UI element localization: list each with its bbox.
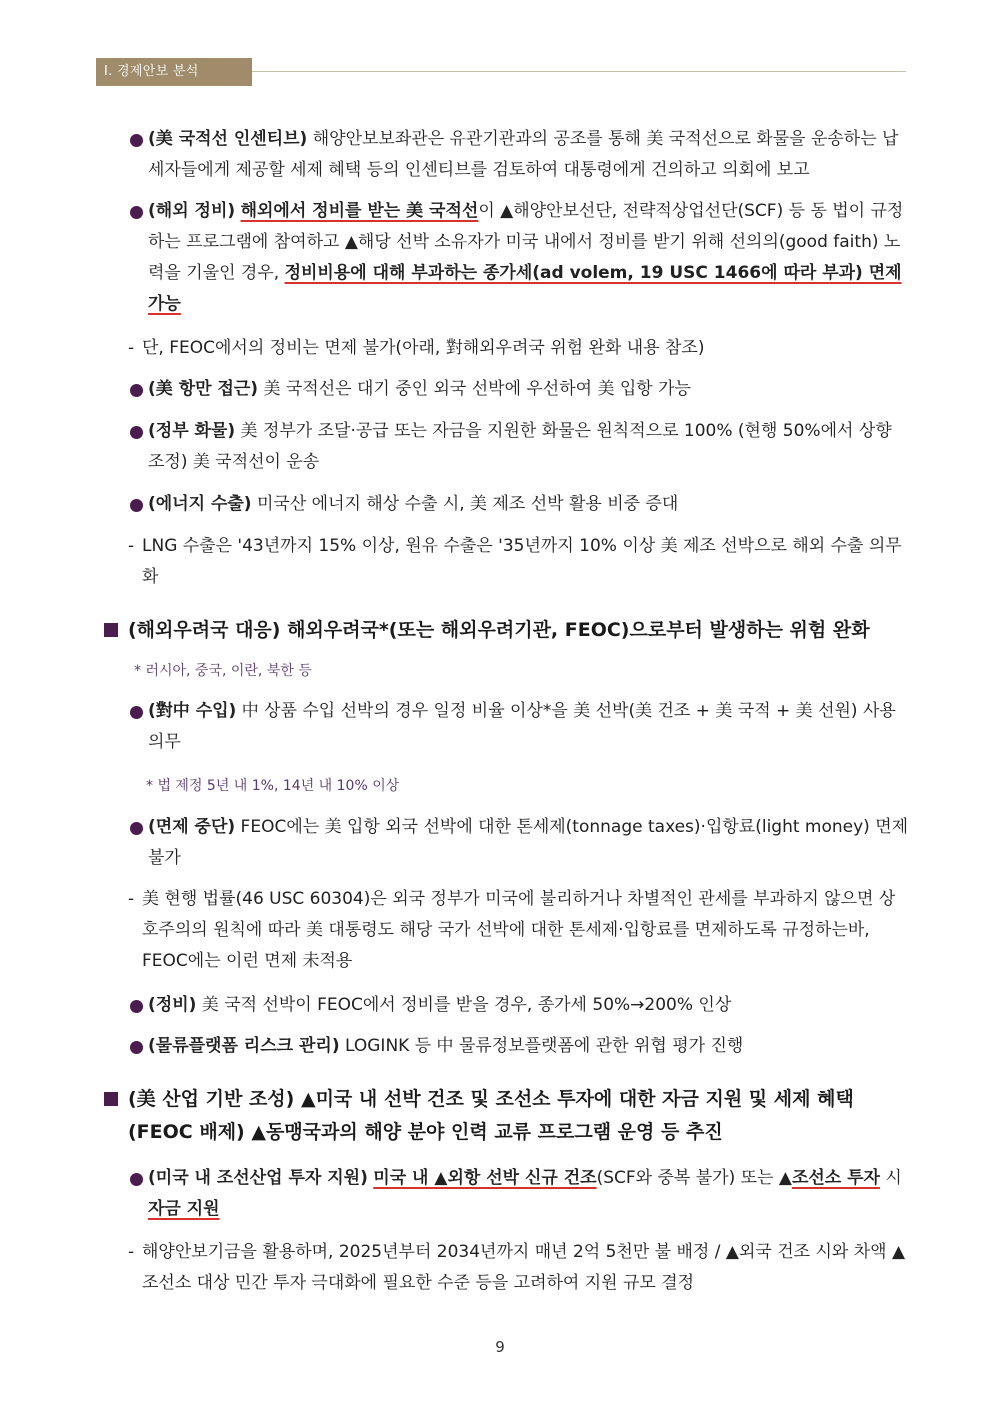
square-bullet bbox=[104, 623, 118, 637]
bullet-item-china-imports bbox=[130, 696, 910, 758]
square-bullet bbox=[104, 1092, 118, 1106]
bullet-text: 해양안보보좌관은 유관기관과의 공조를 통해 美 국적선으로 화물을 운송하는 납세자들에게 제공할 세제 혜택 등의 인센티브를 검토하여 대통령에게 건의하고 의회에 보고 bbox=[148, 129, 899, 180]
bullet-dot bbox=[130, 1173, 143, 1186]
section-lead: (美 산업 기반 조성) bbox=[128, 1088, 295, 1110]
bullet-lead: (정부 화물) bbox=[148, 421, 236, 441]
bullet-dot bbox=[130, 426, 143, 439]
bullet-lead: (정비) bbox=[148, 995, 197, 1015]
dash-marker: - bbox=[128, 1242, 135, 1262]
section-header-tab: Ⅰ. 경제안보 분석 bbox=[96, 58, 252, 86]
bullet-text: 美 국적 선박이 FEOC에서 정비를 받을 경우, 종가세 50%→200% 인상 bbox=[196, 995, 732, 1015]
bullet-lead: (물류플랫폼 리스크 관리) bbox=[148, 1036, 340, 1056]
underlined-phrase: 정비비용에 대해 부과하는 종가세(ad volem, 19 USC 1466에 따라 부과) 면제 가능 bbox=[148, 263, 902, 314]
bullet-dot bbox=[130, 1041, 143, 1054]
bullet-item-shipbuilding-investment bbox=[130, 1163, 910, 1225]
bullet-text: (SCF와 중복 불가) 또는 ▲ bbox=[596, 1168, 792, 1188]
dash-item-feoc-exception bbox=[128, 333, 908, 364]
bullet-item-government-cargo bbox=[130, 416, 910, 478]
bullet-text: LOGINK 등 中 물류정보플랫폼에 관한 위협 평가 진행 bbox=[339, 1036, 744, 1056]
underlined-phrase: 자금 지원 bbox=[148, 1199, 220, 1219]
header-rule bbox=[252, 71, 906, 72]
bullet-text: 美 국적선은 대기 중인 외국 선박에 우선하여 美 입항 가능 bbox=[258, 379, 691, 399]
section-item-industrial-base bbox=[104, 1083, 914, 1149]
bullet-lead: (미국 내 조선산업 투자 지원) bbox=[148, 1168, 368, 1188]
dash-text: LNG 수출은 '43년까지 15% 이상, 원유 수출은 '35년까지 10% 이상 美 제조 선박으로 해외 수출 의무화 bbox=[142, 536, 902, 587]
bullet-dot bbox=[130, 499, 143, 512]
bullet-lead: (해외 정비) bbox=[148, 201, 236, 221]
dash-marker: - bbox=[128, 536, 135, 556]
bullet-lead: (면제 중단) bbox=[148, 817, 236, 837]
bullet-text: FEOC에는 美 입항 외국 선박에 대한 톤세제(tonnage taxes)·입항료(light money) 면제 불가 bbox=[148, 817, 909, 868]
bullet-text: 美 정부가 조달·공급 또는 자금을 지원한 화물은 원칙적으로 100% (현행 50%에서 상향 조정) 美 국적선이 운송 bbox=[148, 421, 892, 472]
bullet-lead: (에너지 수출) bbox=[148, 494, 252, 514]
footnote-ratio: * 법 제정 5년 내 1%, 14년 내 10% 이상 bbox=[146, 778, 400, 794]
section-lead: (해외우려국 대응) bbox=[128, 619, 281, 641]
bullet-text: 中 상품 수입 선박의 경우 일정 비율 이상*을 美 선박(美 건조 + 美 국적 + 美 선원) 사용 의무 bbox=[148, 701, 896, 752]
bullet-item-us-flag-incentive bbox=[130, 124, 910, 186]
underlined-phrase: 조선소 투자 bbox=[791, 1168, 880, 1188]
footnote-countries: * 러시아, 중국, 이란, 북한 등 bbox=[134, 663, 312, 679]
bullet-item-overseas-maintenance bbox=[130, 196, 910, 320]
bullet-dot bbox=[130, 1000, 143, 1013]
dash-text: 단, FEOC에서의 정비는 면제 불가(아래, 對해외우려국 위험 완화 내용 참조) bbox=[142, 338, 705, 358]
bullet-dot bbox=[130, 134, 143, 147]
bullet-lead: (美 항만 접근) bbox=[148, 379, 259, 399]
page-number: 9 bbox=[495, 1338, 505, 1356]
bullet-text: 이 ▲해양안보선단, 전략적상업선단(SCF) 등 동 법이 규정하는 프로그램에 참여하고 ▲해당 선박 소유자가 미국 내에서 정비를 받기 위해 선의의(good faith) 노력을 기울인 경우, bbox=[148, 201, 904, 283]
bullet-dot bbox=[130, 384, 143, 397]
bullet-text: 시 bbox=[879, 1168, 902, 1188]
dash-item-current-law bbox=[128, 884, 908, 977]
section-item-foreign-concern bbox=[104, 614, 914, 647]
dash-marker: - bbox=[128, 889, 135, 909]
bullet-item-exemption-halt bbox=[130, 812, 910, 874]
section-text: 해외우려국*(또는 해외우려기관, FEOC)으로부터 발생하는 위험 완화 bbox=[280, 619, 870, 641]
underlined-phrase: 해외에서 정비를 받는 美 국적선 bbox=[240, 201, 479, 221]
bullet-item-energy-export bbox=[130, 489, 910, 520]
dash-item-lng-export bbox=[128, 531, 908, 593]
bullet-dot bbox=[130, 206, 143, 219]
bullet-text: 미국산 에너지 해상 수출 시, 美 제조 선박 활용 비중 증대 bbox=[251, 494, 679, 514]
bullet-dot bbox=[130, 822, 143, 835]
dash-item-security-fund bbox=[128, 1237, 908, 1299]
bullet-item-port-access bbox=[130, 374, 910, 405]
bullet-dot bbox=[130, 706, 143, 719]
dash-text: 해양안보기금을 활용하며, 2025년부터 2034년까지 매년 2억 5천만 불 배정 / ▲외국 건조 시와 차액 ▲조선소 대상 민간 투자 극대화에 필요한 수준 등을 고려하여 지원 규모 결정 bbox=[142, 1242, 906, 1293]
bullet-lead: (美 국적선 인센티브) bbox=[148, 129, 308, 149]
bullet-item-logistics-platform bbox=[130, 1031, 910, 1062]
underlined-phrase: 미국 내 ▲외항 선박 신규 건조 bbox=[373, 1168, 597, 1188]
dash-text: 美 현행 법률(46 USC 60304)은 외국 정부가 미국에 불리하거나 차별적인 관세를 부과하지 않으면 상호주의의 원칙에 따라 美 대통령도 해당 국가 선박에 대한 톤세제·입항료를 면제하도록 규정하는바, FEOC에는 이런 면제 未적용 bbox=[142, 889, 896, 971]
bullet-item-maintenance-tax bbox=[130, 990, 910, 1021]
bullet-lead: (對中 수입) bbox=[148, 701, 237, 721]
section-text: ▲미국 내 선박 건조 및 조선소 투자에 대한 자금 지원 및 세제 혜택 (FEOC 배제) ▲동맹국과의 해양 분야 인력 교류 프로그램 운영 등 추진 bbox=[128, 1088, 854, 1143]
dash-marker: - bbox=[128, 338, 135, 358]
